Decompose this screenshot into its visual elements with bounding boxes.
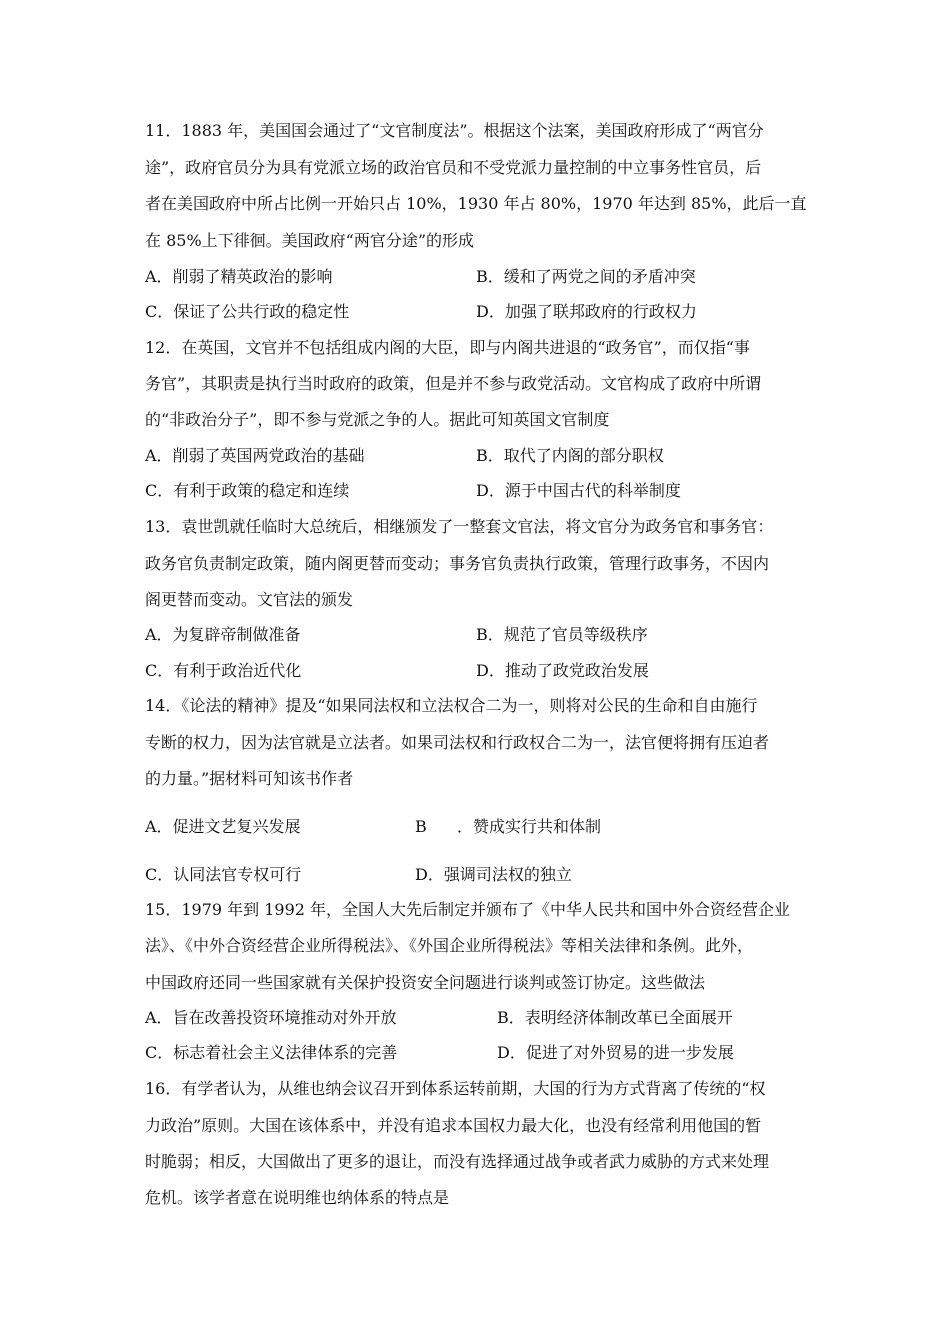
q14-line-1: 14．《论法的精神》提及“如果同法权和立法权合二为一，则将对公民的生命和自由施行 xyxy=(145,696,758,715)
q14-option-c: C．认同法官专权可行 xyxy=(145,865,302,884)
q14-option-d: D．强调司法权的独立 xyxy=(415,865,572,884)
q12-option-b: B．取代了内阁的部分职权 xyxy=(476,446,664,465)
q16-line-4: 危机。该学者意在说明维也纳体系的特点是 xyxy=(145,1188,450,1207)
q16-line-1: 16．有学者认为，从维也纳会议召开到体系运转前期，大国的行为方式背离了传统的“权 xyxy=(145,1079,766,1098)
q14-option-b-text: ．赞成实行共和体制 xyxy=(457,817,602,836)
q16-line-2: 力政治”原则。大国在该体系中，并没有追求本国权力最大化，也没有经常利用他国的暂 xyxy=(145,1116,762,1135)
q15-option-b: B．表明经济体制改革已全面展开 xyxy=(497,1008,733,1027)
q13-option-a: A．为复辟帝制做准备 xyxy=(145,625,301,644)
q13-line-3: 阁更替而变动。文官法的颁发 xyxy=(145,590,354,609)
q12-option-a: A．削弱了英国两党政治的基础 xyxy=(145,446,365,465)
q15-line-1: 15．1979 年到 1992 年，全国人大先后制定并颁布了《中华人民共和国中外合资经营企业 xyxy=(145,900,791,919)
q15-option-d: D．促进了对外贸易的进一步发展 xyxy=(497,1043,734,1062)
q14-option-b-letter: B xyxy=(415,817,427,836)
q11-option-c: C．保证了公共行政的稳定性 xyxy=(145,302,350,321)
q15-option-a: A．旨在改善投资环境推动对外开放 xyxy=(145,1008,397,1027)
q11-line-2: 途”，政府官员分为具有党派立场的政治官员和不受党派力量控制的中立事务性官员，后 xyxy=(145,158,762,177)
q11-option-b: B．缓和了两党之间的矛盾冲突 xyxy=(476,267,696,286)
q14-line-3: 的力量。”据材料可知该书作者 xyxy=(145,769,354,788)
q13-line-2: 政务官负责制定政策，随内阁更替而变动；事务官负责执行政策，管理行政事务，不因内 xyxy=(145,554,770,573)
q15-option-c: C．标志着社会主义法律体系的完善 xyxy=(145,1043,398,1062)
q13-line-1: 13．袁世凯就任临时大总统后，相继颁发了一整套文官法，将文官分为政务官和事务官： xyxy=(145,517,774,536)
q12-option-c: C．有利于政策的稳定和连续 xyxy=(145,481,350,500)
q13-option-d: D．推动了政党政治发展 xyxy=(476,661,649,680)
q11-option-a: A．削弱了精英政治的影响 xyxy=(145,267,333,286)
q12-line-1: 12．在英国，文官并不包括组成内阁的大臣，即与内阁共进退的“政务官”，而仅指“事 xyxy=(145,338,750,357)
q11-option-d: D．加强了联邦政府的行政权力 xyxy=(476,302,697,321)
q11-line-4: 在 85%上下徘徊。美国政府“两官分途”的形成 xyxy=(145,231,475,250)
q14-line-2: 专断的权力，因为法官就是立法者。如果司法权和行政权合二为一，法官便将拥有压迫者 xyxy=(145,733,770,752)
q12-option-d: D．源于中国古代的科举制度 xyxy=(476,481,681,500)
q11-line-1: 11．1883 年，美国国会通过了“文官制度法”。根据这个法案，美国政府形成了“两官分 xyxy=(145,121,764,140)
q12-line-2: 务官”，其职责是执行当时政府的政策，但是并不参与政党活动。文官构成了政府中所谓 xyxy=(145,374,762,393)
q12-line-3: 的“非政治分子”，即不参与党派之争的人。据此可知英国文官制度 xyxy=(145,410,610,429)
q15-line-2: 法》、《中外合资经营企业所得税法》、《外国企业所得税法》等相关法律和条例。此外， xyxy=(145,936,754,955)
q14-option-a: A．促进文艺复兴发展 xyxy=(145,817,301,836)
q15-line-3: 中国政府还同一些国家就有关保护投资安全问题进行谈判或签订协定。这些做法 xyxy=(145,973,706,992)
q16-line-3: 时脆弱；相反，大国做出了更多的退让，而没有选择通过战争或者武力威胁的方式来处理 xyxy=(145,1152,770,1171)
q13-option-b: B．规范了官员等级秩序 xyxy=(476,625,648,644)
q13-option-c: C．有利于政治近代化 xyxy=(145,661,302,680)
q11-line-3: 者在美国政府中所占比例一开始只占 10%，1930 年占 80%，1970 年达到 85%，此后一直 xyxy=(145,194,807,213)
